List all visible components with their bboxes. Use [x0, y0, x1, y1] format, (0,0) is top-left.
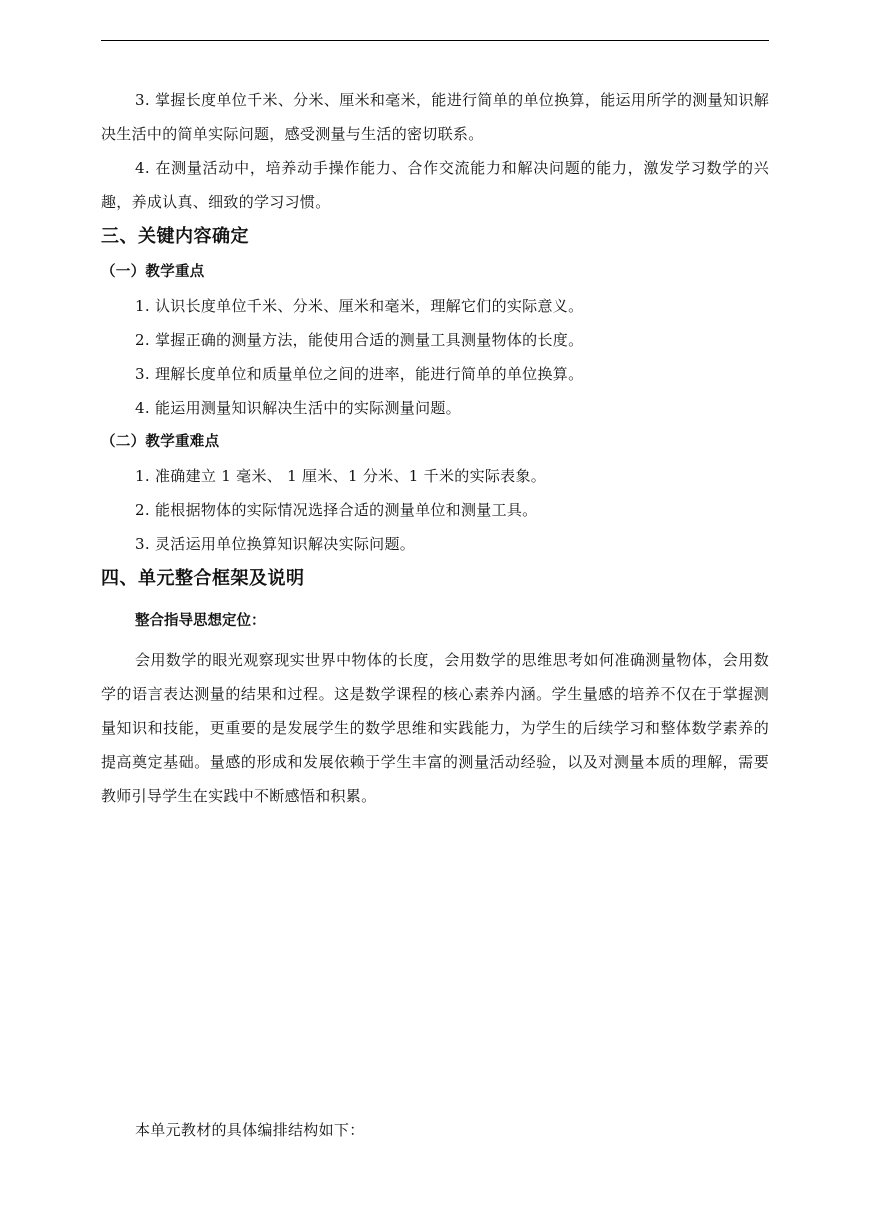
difficult-point-item: 1. 准确建立 1 毫米、 1 厘米、1 分米、1 千米的实际表象。 — [135, 467, 547, 485]
guide-paragraph: 会用数学的眼光观察现实世界中物体的长度，会用数学的思维思考如何准确测量物体，会用数学的语言表达测量的结果和过程。这是数学课程的核心素养内涵。学生量感的培养不仅在于掌握测量知识和技能，更重要的是发展学生的数学思维和实践能力，为学生的后续学习和整体数学素养的提高奠定基础。量感的形成和发展依赖于学生丰富的测量活动经验，以及对测量本质的理解，需要教师引导学生在实践中不断感悟和积累。 — [101, 651, 769, 805]
section-4-title: 四、单元整合框架及说明 — [101, 568, 305, 589]
section-3-title: 三、关键内容确定 — [101, 226, 249, 247]
key-points-title: （一）教学重点 — [101, 264, 205, 280]
key-point-item: 1. 认识长度单位千米、分米、厘米和毫米，理解它们的实际意义。 — [135, 297, 584, 315]
structure-intro-text: 本单元教材的具体编排结构如下： — [135, 1121, 365, 1139]
guide-title: 整合指导思想定位： — [135, 613, 266, 629]
key-point-item: 3. 理解长度单位和质量单位之间的进率，能进行简单的单位换算。 — [135, 365, 584, 383]
goal-item-3: 3. 掌握长度单位千米、分米、厘米和毫米，能进行简单的单位换算，能运用所学的测量知识解决生活中的简单实际问题，感受测量与生活的密切联系。 — [101, 91, 769, 143]
difficult-points-title: （二）教学重难点 — [101, 434, 220, 450]
goal-item-4: 4. 在测量活动中，培养动手操作能力、合作交流能力和解决问题的能力，激发学习数学的兴趣，养成认真、细致的学习习惯。 — [101, 159, 769, 211]
difficult-point-item: 3. 灵活运用单位换算知识解决实际问题。 — [135, 535, 416, 553]
key-point-item: 4. 能运用测量知识解决生活中的实际测量问题。 — [135, 399, 461, 417]
difficult-point-item: 2. 能根据物体的实际情况选择合适的测量单位和测量工具。 — [135, 501, 538, 519]
header-rule — [101, 40, 769, 41]
key-point-item: 2. 掌握正确的测量方法，能使用合适的测量工具测量物体的长度。 — [135, 331, 584, 349]
document-body — [101, 83, 769, 813]
